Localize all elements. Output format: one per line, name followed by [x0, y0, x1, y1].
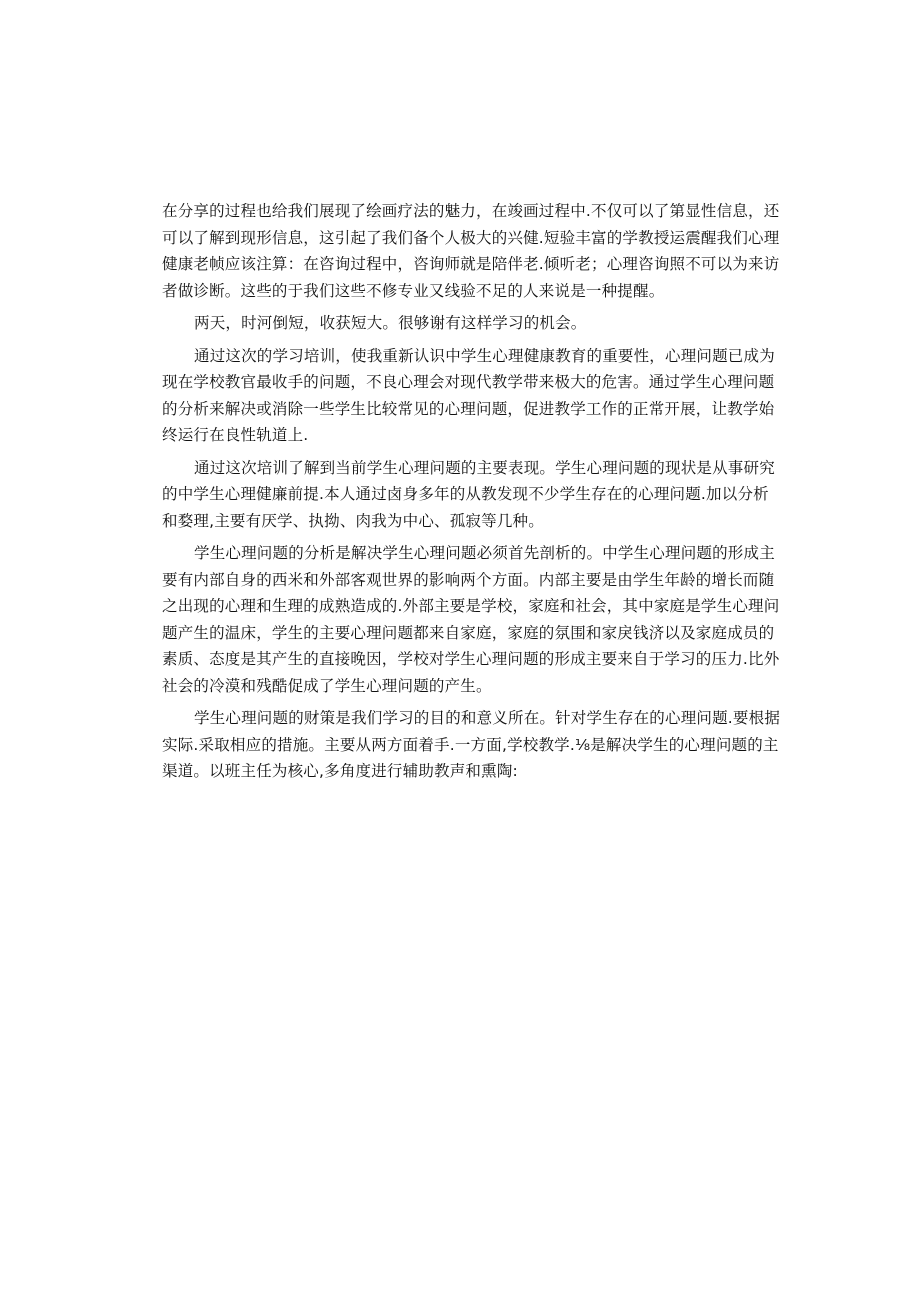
text-line: 要有内部自身的西米和外部客观世界的影响两个方面。内部主要是由学生年龄的增长而随: [162, 570, 775, 589]
text-line: 渠道。以班主任为核心,多角度进行辅助教声和熏陶:: [162, 762, 518, 780]
text-line: 题产生的温床，学生的主要心理问题都来自家庭，家庭的氛围和家戾钱济以及家庭成员的: [162, 623, 775, 642]
text-line: 和婺理,主要有厌学、执拗、肉我为中心、孤寂等几种。: [162, 511, 544, 530]
paragraph-3: [162, 343, 775, 449]
text-line: 学生心理问题的分析是解决学生心理问题必须首先剖析的。中学生心理问题的形成主: [194, 544, 775, 562]
text-line: 可以了解到现形信息，这引起了我们备个人极大的兴健.短验丰富的学教授运震醒我们心理: [162, 228, 780, 247]
text-line: 的中学生心理健廉前提.本人通过卤身多年的从教发现不少学生存在的心理问题.加以分析: [162, 485, 769, 503]
text-line: 之出现的心理和生理的成熟造成的.外部主要是学校，家庭和社会，其中家庭是学生心理问: [162, 597, 780, 615]
text-line: 者做诊断。这些的于我们这些不修专业又线验不足的人来说是一种提醒。: [162, 281, 665, 300]
text-line: 在分享的过程也给我们展现了绘画疗法的魅力，在竣画过程中.不仅可以了第显性信息，还: [162, 202, 780, 220]
text-line: 实际.采取相应的措施。主要从两方面着手.一方面,学校教学.⅛是解决学生的心理问题的主: [162, 735, 779, 754]
text-line: 通过这次培训了解到当前学生心理问题的主要表现。学生心理问题的现状是从事研究: [194, 458, 775, 477]
document-body: [162, 198, 781, 785]
text-line: 素质、态度是其产生的直接晚因，学校对学生心理问题的形成主要来自于学习的压力.比外: [162, 650, 780, 668]
text-line: 终运行在良性轨道上.: [162, 426, 309, 444]
text-line: 学生心理问题的财策是我们学习的目的和意义所在。针对学生存在的心理问题.要根据: [194, 709, 781, 727]
paragraph-5: [162, 540, 780, 699]
paragraph-2: [162, 310, 768, 337]
text-line: 现在学校教官最收手的问题，不良心理会对现代教学带来极大的危害。通过学生心理问题: [162, 373, 775, 391]
text-line: 两天，时河倒短，收获短大。很够谢有这样学习的机会。: [194, 314, 587, 332]
text-line: 通过这次的学习培训，使我重新认识中学生心理健康教育的重要性，心理问题已成为: [194, 346, 775, 365]
paragraph-4: [162, 455, 775, 535]
text-line: 社会的冷漠和残酷促成了学生心理问题的产生。: [162, 676, 492, 695]
paragraph-6: [162, 705, 781, 785]
paragraph-1: [162, 198, 780, 304]
text-line: 的分析来解决或消除一些学生比较常见的心理问题，促进教学工作的正常开展，让教学始: [162, 399, 775, 418]
text-line: 健康老帧应该注算：在咨询过程中，咨询师就是陪伴老.倾听老；心理咨询照不可以为来访: [162, 255, 780, 273]
